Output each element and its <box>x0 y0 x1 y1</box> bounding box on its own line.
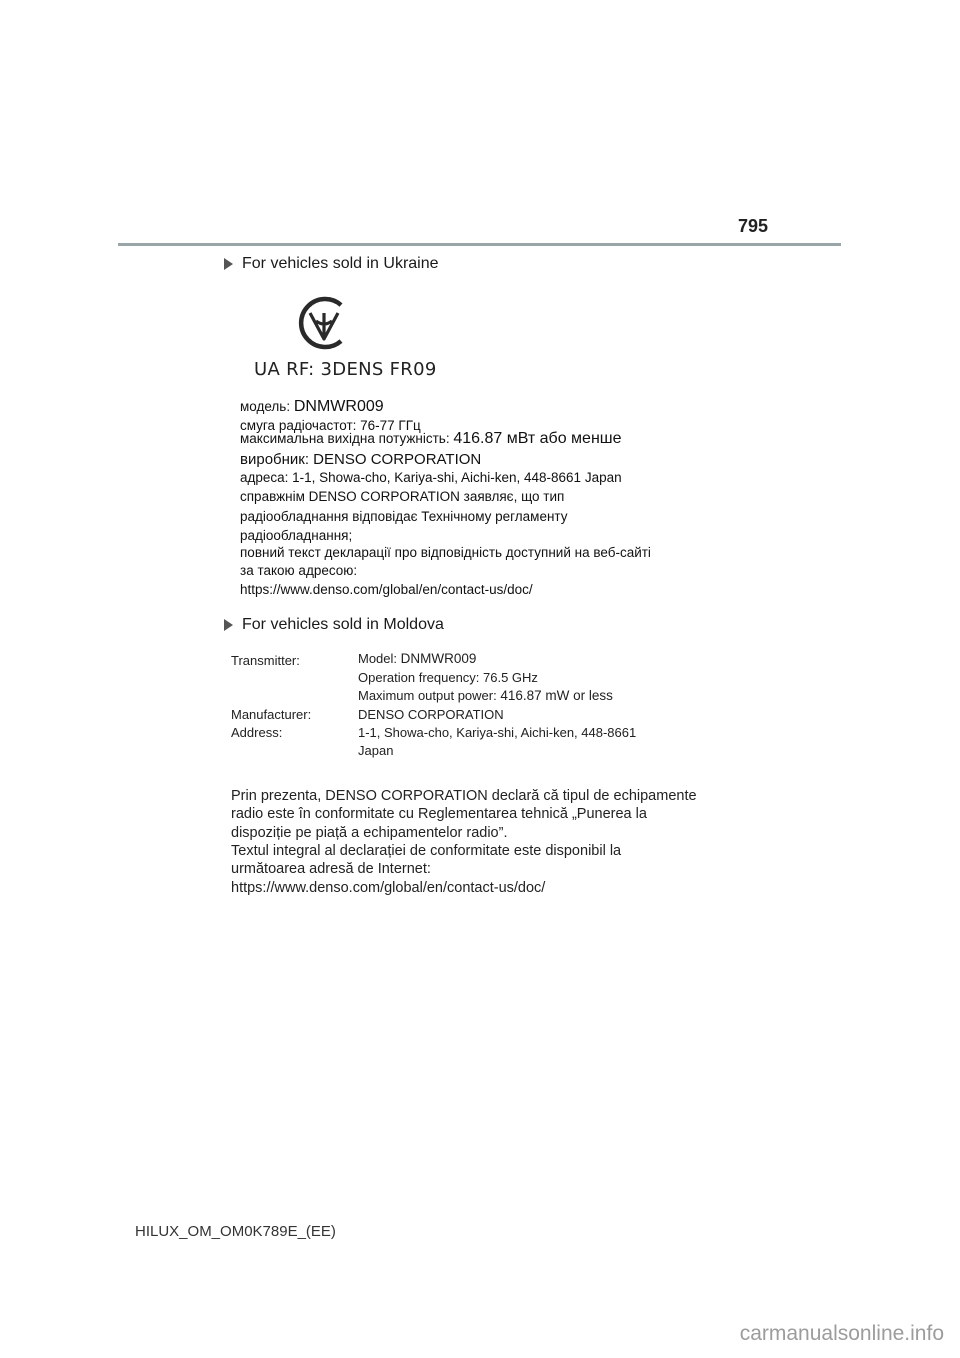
ua-model-line <box>240 398 384 416</box>
md-address-line: Japan <box>358 743 394 758</box>
md-manufacturer-label: Manufacturer: <box>231 707 312 722</box>
triangle-bullet-icon <box>224 258 233 270</box>
ua-model-value: DNMWR009 <box>293 398 384 415</box>
ua-frequency-band: смуга радіочастот: 76-77 ГГц <box>240 418 421 433</box>
ua-declaration-line: за такою адресою: <box>240 563 358 578</box>
md-declaration-line: Textul integral al declarației de conformitate este disponibil la <box>231 843 622 859</box>
md-declaration-line: următoarea adresă de Internet: <box>231 861 431 877</box>
ua-power-value: 416.87 мВт або менше <box>453 430 622 447</box>
ukraine-heading <box>224 255 439 273</box>
ua-declaration-line: справжнім DENSO CORPORATION заявляє, що тип <box>240 489 565 504</box>
md-declaration-line: Prin prezenta, DENSO CORPORATION declară că tipul de echipamente <box>231 788 697 804</box>
document-code: HILUX_OM_OM0K789E_(EE) <box>135 1223 336 1240</box>
md-frequency: Operation frequency: 76.5 GHz <box>358 670 538 685</box>
md-transmitter-label: Transmitter: <box>231 653 300 668</box>
md-model-value: DNMWR009 <box>400 651 477 666</box>
md-declaration-line: dispoziție pe piață a echipamentelor radio”. <box>231 825 508 841</box>
md-model-label: Model: <box>358 651 398 666</box>
ua-rf-code: UA RF: 3DENS FR09 <box>254 359 437 380</box>
ua-address: адреса: 1-1, Showa-cho, Kariya-shi, Aichi-ken, 448-8661 Japan <box>240 470 622 485</box>
ua-doc-url: https://www.denso.com/global/en/contact-us/doc/ <box>240 582 533 597</box>
triangle-bullet-icon <box>224 619 233 631</box>
ua-declaration-line: радіообладнання відповідає Технічному регламенту <box>240 509 568 524</box>
ukraine-heading-text: For vehicles sold in Ukraine <box>242 255 439 272</box>
watermark: carmanualsonline.info <box>739 1322 944 1345</box>
md-doc-url: https://www.denso.com/global/en/contact-us/doc/ <box>231 880 546 896</box>
moldova-heading-text: For vehicles sold in Moldova <box>242 616 444 633</box>
md-address-line: 1-1, Showa-cho, Kariya-shi, Aichi-ken, 448-8661 <box>358 725 637 740</box>
md-power-value: 416.87 mW or less <box>500 688 613 703</box>
moldova-heading <box>224 616 444 634</box>
header-rule <box>118 243 841 246</box>
md-declaration-line: radio este în conformitate cu Reglementarea tehnică „Punerea la <box>231 806 647 822</box>
ua-power-line <box>240 430 622 448</box>
page-number: 795 <box>738 216 769 236</box>
md-model-line <box>358 651 476 666</box>
md-power-line <box>358 688 613 703</box>
ua-manufacturer: виробник: DENSO CORPORATION <box>240 451 482 468</box>
ua-power-label: максимальна вихідна потужність: <box>240 431 450 446</box>
md-address-label: Address: <box>231 725 283 740</box>
md-manufacturer-value: DENSO CORPORATION <box>358 707 504 722</box>
ua-declaration-line: радіообладнання; <box>240 528 353 543</box>
ukrainian-conformity-mark-icon <box>296 295 352 351</box>
md-power-label: Maximum output power: <box>358 688 497 703</box>
ua-declaration-line: повний текст декларації про відповідність доступний на веб-сайті <box>240 545 651 560</box>
ua-model-label: модель: <box>240 399 291 414</box>
